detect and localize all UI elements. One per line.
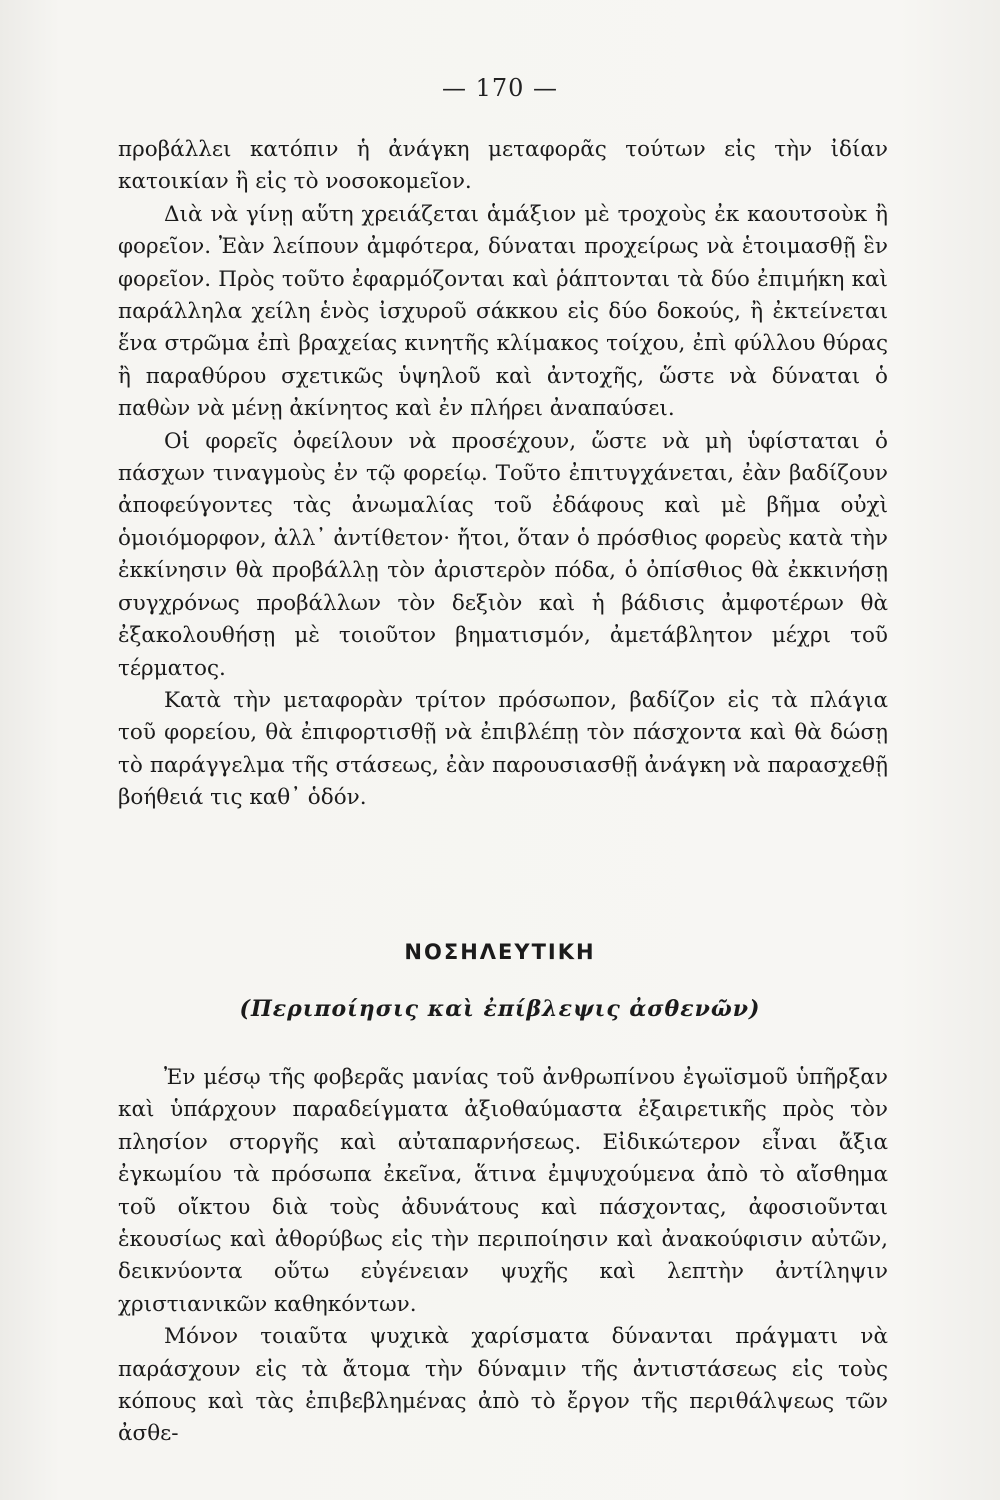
paragraph: Μόνον τοιαῦτα ψυχικὰ χαρίσματα δύνανται πράγματι νὰ παράσχουν εἰς τὰ ἄτομα τὴν δύναμιν τῆς ἀντιστάσεως εἰς τοὺς κόπους καὶ τὰς ἐπιβεβλημένας ἀπὸ τὸ ἔργον τῆς περιθάλψεως τῶν ἀσθε-: [118, 1324, 888, 1447]
section-heading: ΝΟΣΗΛΕΥΤΙΚΗ: [404, 940, 596, 964]
paragraph: Οἱ φορεῖς ὀφείλουν νὰ προσέχουν, ὥστε νὰ μὴ ὑφίσταται ὁ πάσχων τιναγμοὺς ἐν τῷ φορείῳ. Τοῦτο ἐπιτυγχάνεται, ἐὰν βαδίζουν ἀποφεύγοντες τὰς ἀνωμαλίας τοῦ ἐδάφους καὶ μὲ βῆμα οὐχὶ ὁμοιόμορφον, ἀλλ᾽ ἀντίθετον· ἤτοι, ὅταν ὁ πρόσθιος φορεὺς κατὰ τὴν ἐκκίνησιν θὰ προβάλλῃ τὸν ἀριστερὸν πόδα, ὁ ὀπίσθιος θὰ ἐκκινήσῃ συγχρόνως προβάλλων τὸν δεξιὸν καὶ ἡ βάδισις ἀμφοτέρων θὰ ἐξακολουθήσῃ μὲ τοιοῦτον βηματισμόν, ἀμετάβλητον μέχρι τοῦ τέρματος.: [118, 428, 888, 681]
paragraph: Ἐν μέσῳ τῆς φοβερᾶς μανίας τοῦ ἀνθρωπίνου ἐγωϊσμοῦ ὑπῆρξαν καὶ ὑπάρχουν παραδείγματα ἀξιοθαύμαστα ἐξαιρετικῆς πρὸς τὸν πλησίον στοργῆς καὶ αὐταπαρνήσεως. Εἰδικώτερον εἶναι ἄξια ἐγκωμίου τὰ πρόσωπα ἐκεῖνα, ἅτινα ἐμψυχούμενα ἀπὸ τὸ αἴσθημα τοῦ οἴκτου διὰ τοὺς ἀδυνάτους καὶ πάσχοντας, ἀφοσιοῦνται ἑκουσίως καὶ ἀθορύβως εἰς τὴν περιποίησιν καὶ ἀνακούφισιν αὐτῶν, δεικνύοντα οὕτω εὐγένειαν ψυχῆς καὶ λεπτὴν ἀντίληψιν χριστιανικῶν καθηκόντων.: [118, 1065, 888, 1317]
paragraph: Διὰ νὰ γίνῃ αὕτη χρειάζεται ἁμάξιον μὲ τροχοὺς ἐκ καουτσοὺκ ἢ φορεῖον. Ἐὰν λείπουν ἀμφότερα, δύναται προχείρως νὰ ἑτοιμασθῇ ἓν φορεῖον. Πρὸς τοῦτο ἐφαρμόζονται καὶ ῥάπτονται τὰ δύο ἐπιμήκη καὶ παράλληλα χείλη ἑνὸς ἰσχυροῦ σάκκου εἰς δύο δοκούς, ἢ ἐκτείνεται ἕνα στρῶμα ἐπὶ βραχείας κινητῆς κλίμακος τοίχου, ἐπὶ φύλλου θύρας ἢ παραθύρου σχετικῶς ὑψηλοῦ καὶ ἀντοχῆς, ὥστε νὰ δύναται ὁ παθὼν νὰ μένῃ ἀκίνητος καὶ ἐν πλήρει ἀναπαύσει.: [118, 201, 888, 422]
page-number: — 170 —: [441, 74, 559, 102]
section-subheading: (Περιποίησις καὶ ἐπίβλεψις ἀσθενῶν): [239, 996, 761, 1022]
paragraph: Κατὰ τὴν μεταφορὰν τρίτον πρόσωπον, βαδίζον εἰς τὰ πλάγια τοῦ φορείου, θὰ ἐπιφορτισθῇ νὰ ἐπιβλέπῃ τὸν πάσχοντα καὶ θὰ δώσῃ τὸ παράγγελμα τῆς στάσεως, ἐὰν παρουσιασθῇ ἀνάγκη νὰ παρασχεθῇ βοήθειά τις καθ᾽ ὁδόν.: [118, 687, 888, 811]
text-block-before-heading: [118, 134, 888, 815]
text-block-after-heading: [118, 1062, 888, 1451]
paragraph: προβάλλει κατόπιν ἡ ἀνάγκη μεταφορᾶς τούτων εἰς τὴν ἰδίαν κατοικίαν ἢ εἰς τὸ νοσοκομεῖον.: [118, 137, 888, 195]
